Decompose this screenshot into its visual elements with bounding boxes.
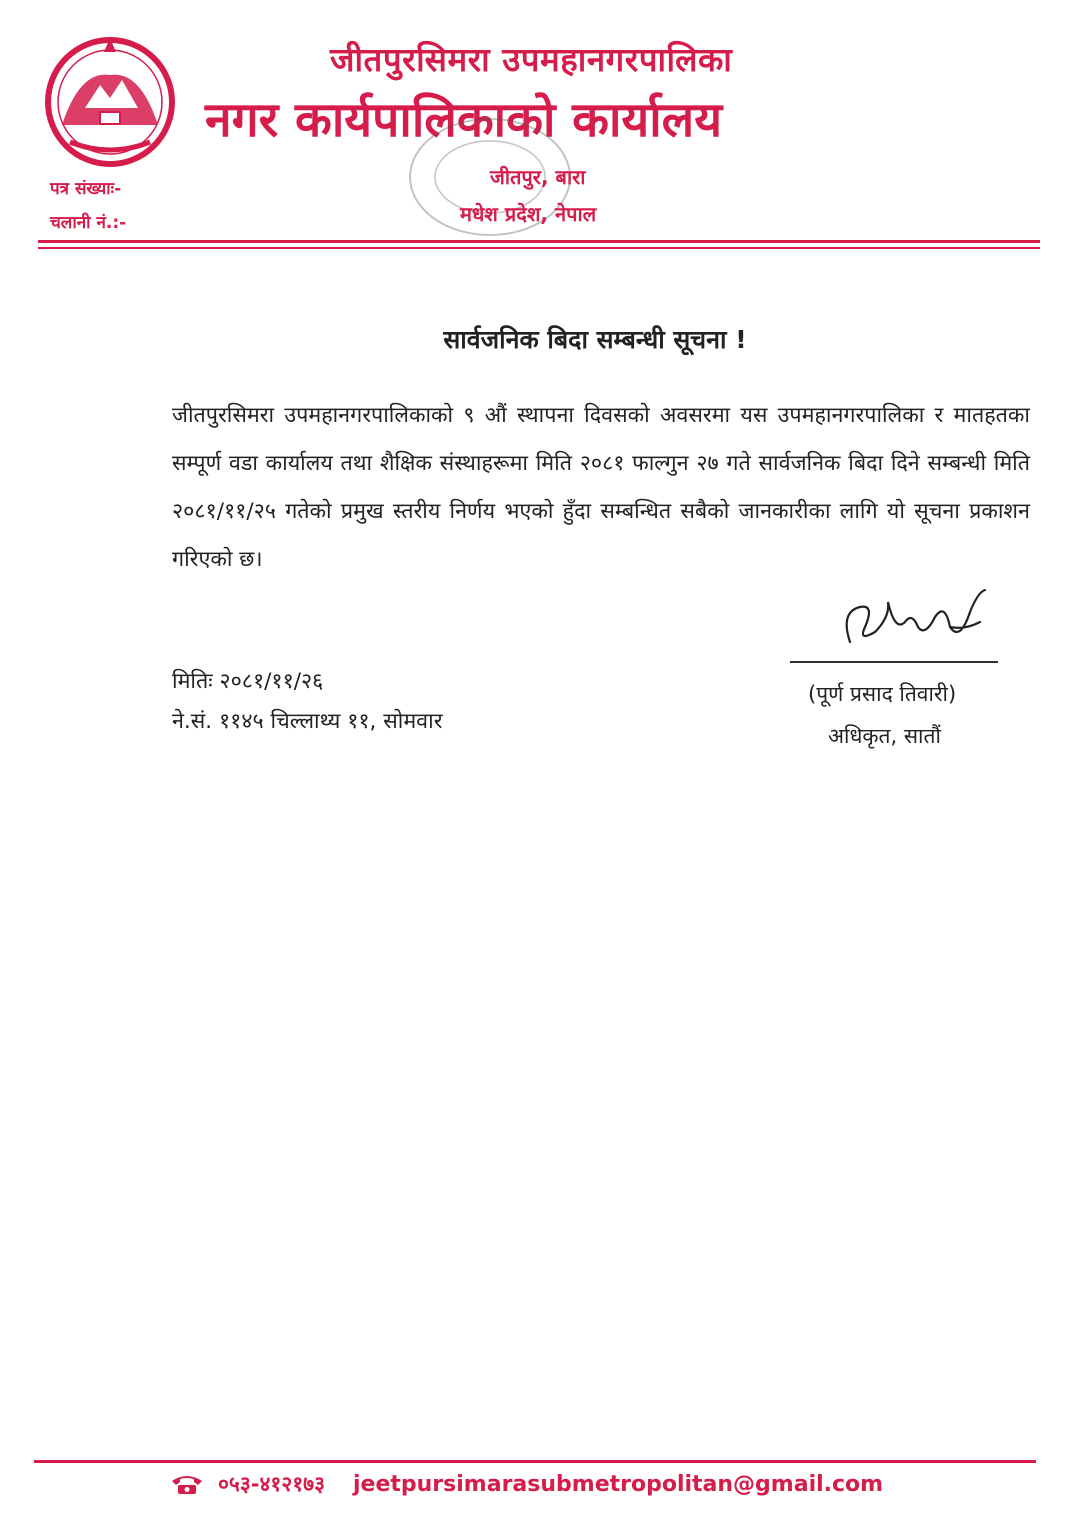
footer-contact: [170, 1470, 883, 1498]
nepal-emblem-icon: [40, 30, 180, 170]
email-address[interactable]: jeetpursimarasubmetropolitan@gmail.com: [353, 1471, 884, 1497]
footer-divider: [34, 1460, 1036, 1463]
signatory-designation: अधिकृत, सातौं: [828, 724, 941, 748]
address-line-2: मधेश प्रदेश, नेपाल: [460, 202, 597, 226]
signature-line: [790, 661, 998, 663]
letter-number-label: पत्र संख्याः-: [50, 179, 122, 199]
header-divider-thin: [38, 247, 1040, 249]
office-name: नगर कार्यपालिकाको कार्यालय: [205, 92, 723, 148]
signatory-name: (पूर्ण प्रसाद तिवारी): [808, 682, 957, 706]
signature: [820, 582, 1000, 662]
notice-title: सार्वजनिक बिदा सम्बन्धी सूचना !: [443, 325, 747, 354]
notice-body: जीतपुरसिमरा उपमहानगरपालिकाको ९ औं स्थापना दिवसको अवसरमा यस उपमहानगरपालिका र मातहतका सम्पूर्ण वडा कार्यालय तथा शैक्षिक संस्थाहरूमा मिति २०८१ फाल्गुन २७ गते सार्वजनिक बिदा दिने सम्बन्धी मिति २०८१/११/२५ गतेको प्रमुख स्तरीय निर्णय भएको हुँदा सम्बन्धित सबैको जानकारीका लागि यो सूचना प्रकाशन गरिएको छ।: [172, 403, 1030, 572]
notice-date: मितिः २०८१/११/२६: [172, 669, 324, 694]
dispatch-number-label: चलानी नं.:-: [50, 213, 127, 233]
phone-number: ०५३-४१२१७३: [218, 1472, 325, 1496]
telephone-icon: [170, 1472, 204, 1496]
address-line-1: जीतपुर, बारा: [490, 165, 586, 189]
nepal-sambat-date: ने.सं. ११४५ चिल्लाथ्य ११, सोमवार: [172, 709, 443, 734]
header-divider: [38, 240, 1040, 243]
municipality-name: जीतपुरसिमरा उपमहानगरपालिका: [330, 40, 733, 79]
